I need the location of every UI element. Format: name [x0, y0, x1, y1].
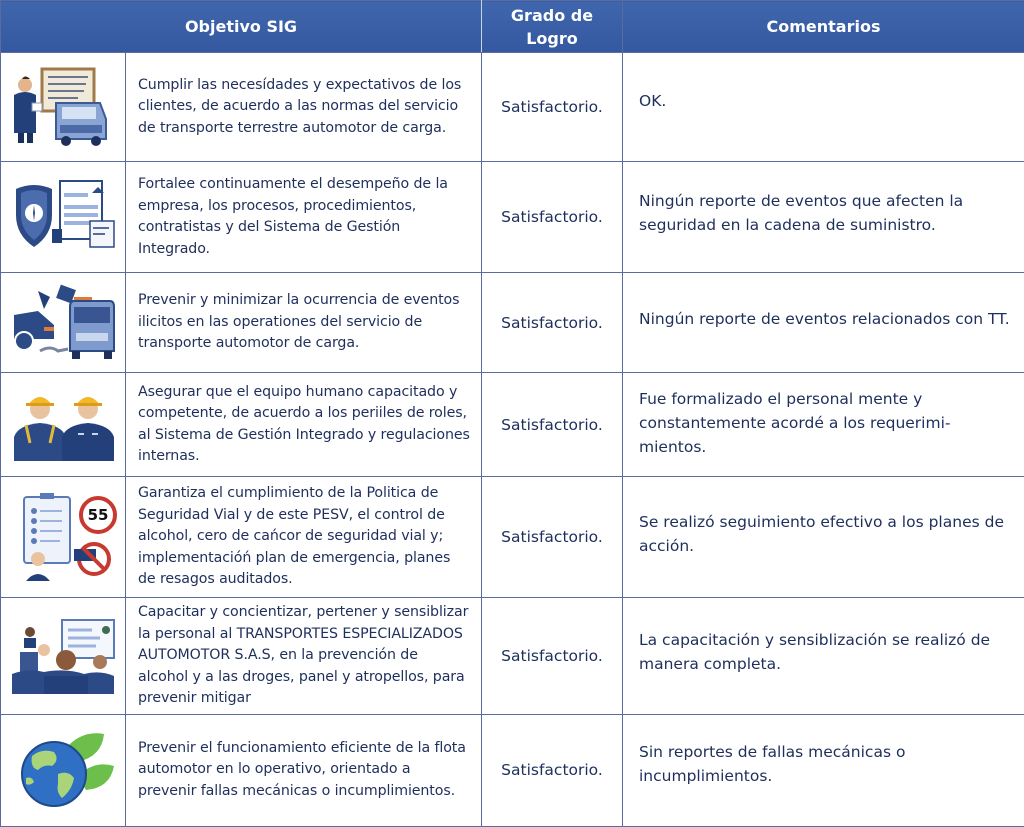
training-session-icon [8, 612, 118, 696]
grade-value: Satisfactorio. [482, 373, 623, 477]
comment-text: La capacitación y sensiblización se realizó de manera completa. [639, 628, 1010, 676]
header-comments-label: Comentarios [767, 17, 881, 36]
objective-text: Garantiza el cumplimiento de la Politica de Seguridad Vial y de este PESV, el control de alcohol, cero de cańcor de seguridad vial y; implementacióń plan de emergencia, planes de resagos auditados. [126, 477, 482, 598]
objective-text: Cumplir las necesídades y expectativos de los clientes, de acuerdo a las normas del servicio de transporte terrestre automotor de carga. [126, 53, 482, 162]
table-row [1, 373, 1024, 477]
grade-value: Satisfactorio. [482, 162, 623, 273]
grade-value: Satisfactorio. [482, 53, 623, 162]
header-objective-label: Objetivo SIG [185, 17, 297, 36]
comment-text: Fue formalizado el personal mente y constantemente acordé a los requerimi- mientos. [639, 387, 1010, 459]
comment-text: OK. [639, 89, 1010, 113]
row-icon-cell [1, 53, 126, 162]
road-safety-checklist-icon [8, 487, 118, 583]
comment-cell [623, 162, 1024, 273]
businessman-truck-icon [8, 63, 118, 147]
globe-leaves-icon [8, 726, 118, 810]
table-row [1, 714, 1024, 826]
table-row [1, 162, 1024, 273]
workers-hardhat-icon [8, 381, 118, 465]
comment-text: Ningún reporte de eventos que afecten la seguridad en la cadena de suministro. [639, 189, 1010, 237]
table-row [1, 477, 1024, 598]
comment-cell [623, 53, 1024, 162]
table-row [1, 598, 1024, 715]
header-row [1, 1, 1024, 53]
comment-text: Sin reportes de fallas mecánicas o incumplimientos. [639, 740, 1010, 788]
grade-value: Satisfactorio. [482, 714, 623, 826]
grade-value: Satisfactorio. [482, 477, 623, 598]
grade-value: Satisfactorio. [482, 273, 623, 373]
comment-cell [623, 477, 1024, 598]
table-row [1, 273, 1024, 373]
objective-text: Fortalee continuamente el desempeño de la empresa, los procesos, procedimientos, contratistas y del Sistema de Gestión Integrado. [126, 162, 482, 273]
objective-text: Prevenir el funcionamiento eficiente de la flota automotor en lo operativo, orientado a prevenir fallas mecánicas o incumplimientos. [126, 714, 482, 826]
row-icon-cell [1, 598, 126, 715]
row-icon-cell [1, 162, 126, 273]
row-icon-cell [1, 714, 126, 826]
comment-cell [623, 714, 1024, 826]
comment-cell [623, 598, 1024, 715]
comment-cell [623, 373, 1024, 477]
header-comments [623, 1, 1024, 53]
objective-text: Capacitar y concientizar, pertener y sensiblizar la personal al TRANSPORTES ESPECIALIZADOS AUTOMOTOR S.A.S, en la prevención de alcohol y a las droges, panel y atropellos, para prevenir mitigar [126, 598, 482, 715]
header-grade [482, 1, 623, 53]
header-grade-line1: Grado de [511, 6, 593, 25]
speed-limit-sign-text: 55 [88, 506, 109, 524]
grade-value: Satisfactorio. [482, 598, 623, 715]
objective-text: Asegurar que el equipo humano capacitado y competente, de acuerdo a los periiles de roles, al Sistema de Gestión Integrado y regulaciones internas. [126, 373, 482, 477]
table-row [1, 53, 1024, 162]
objective-text: Prevenir y minimizar la ocurrencia de eventos ilicitos en las operationes del servicio de transporte automotor de carga. [126, 273, 482, 373]
header-grade-line2: Logro [526, 29, 578, 48]
vehicle-incident-icon [8, 279, 118, 363]
header-objective [1, 1, 482, 53]
comment-text: Ningún reporte de eventos relacionados con TT. [639, 307, 1010, 331]
row-icon-cell [1, 477, 126, 598]
comment-cell [623, 273, 1024, 373]
row-icon-cell [1, 273, 126, 373]
security-shield-documents-icon [8, 173, 118, 257]
row-icon-cell [1, 373, 126, 477]
comment-text: Se realizó seguimiento efectivo a los planes de acción. [639, 510, 1010, 558]
